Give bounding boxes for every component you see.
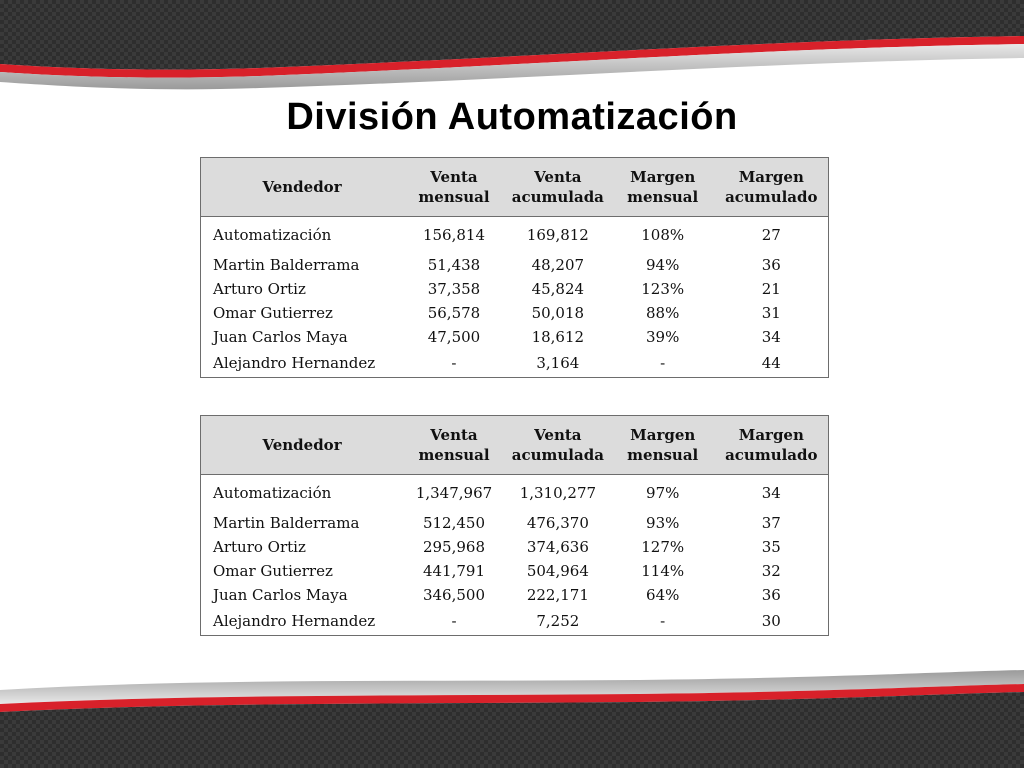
cell-margen-acumulado: 27 — [761, 226, 781, 244]
cell-venta-acumulada: 504,964 — [526, 562, 589, 580]
cell-vendedor: Arturo Ortiz — [213, 538, 306, 556]
cell-venta-acumulada: 7,252 — [536, 612, 580, 630]
header-margen-mensual: Margen mensual — [611, 158, 715, 217]
cell-venta-mensual: 56,578 — [427, 304, 481, 322]
sales-table-accumulated — [200, 415, 829, 636]
cell-venta-mensual: 346,500 — [422, 586, 485, 604]
cell-venta-mensual: - — [451, 354, 457, 372]
table-row — [201, 475, 829, 512]
table-row — [201, 583, 829, 607]
table-row — [201, 325, 829, 349]
table-row — [201, 301, 829, 325]
cell-vendedor: Automatización — [213, 484, 332, 502]
cell-margen-mensual: - — [660, 612, 666, 630]
cell-vendedor: Alejandro Hernandez — [213, 354, 376, 372]
header-vendedor: Vendedor — [201, 416, 404, 475]
cell-margen-acumulado: 44 — [761, 354, 781, 372]
cell-venta-acumulada: 1,310,277 — [519, 484, 597, 502]
cell-margen-mensual: 108% — [641, 226, 685, 244]
cell-venta-mensual: 51,438 — [427, 256, 481, 274]
header-venta-mensual: Venta mensual — [403, 158, 505, 217]
table-row — [201, 511, 829, 535]
page-title: División Automatización — [286, 96, 738, 138]
cell-margen-acumulado: 35 — [761, 538, 781, 556]
cell-margen-mensual: 93% — [646, 514, 680, 532]
cell-venta-acumulada: 476,370 — [526, 514, 589, 532]
cell-venta-mensual: - — [451, 612, 457, 630]
cell-vendedor: Juan Carlos Maya — [213, 328, 348, 346]
cell-venta-mensual: 156,814 — [422, 226, 485, 244]
cell-vendedor: Arturo Ortiz — [213, 280, 306, 298]
cell-venta-mensual: 1,347,967 — [415, 484, 493, 502]
cell-venta-mensual: 441,791 — [422, 562, 485, 580]
cell-margen-acumulado: 21 — [761, 280, 781, 298]
cell-margen-acumulado: 32 — [761, 562, 781, 580]
table-header-row — [201, 158, 829, 217]
cell-margen-acumulado: 36 — [761, 586, 781, 604]
cell-vendedor: Omar Gutierrez — [213, 304, 333, 322]
cell-venta-acumulada: 45,824 — [531, 280, 585, 298]
header-venta-acumulada: Venta acumulada — [505, 158, 611, 217]
cell-margen-mensual: 97% — [646, 484, 680, 502]
cell-margen-mensual: 94% — [646, 256, 680, 274]
header-margen-mensual: Margen mensual — [611, 416, 715, 475]
bottom-decorative-banner — [0, 668, 1024, 768]
cell-margen-acumulado: 34 — [761, 484, 781, 502]
table-row — [201, 607, 829, 636]
header-venta-acumulada: Venta acumulada — [505, 416, 611, 475]
cell-venta-mensual: 37,358 — [427, 280, 481, 298]
top-decorative-banner — [0, 0, 1024, 100]
sales-table-monthly — [200, 157, 829, 378]
cell-venta-acumulada: 374,636 — [526, 538, 589, 556]
cell-margen-mensual: - — [660, 354, 666, 372]
cell-vendedor: Martin Balderrama — [213, 256, 360, 274]
cell-venta-acumulada: 48,207 — [531, 256, 585, 274]
cell-venta-mensual: 47,500 — [427, 328, 481, 346]
cell-venta-acumulada: 50,018 — [531, 304, 585, 322]
cell-margen-mensual: 39% — [646, 328, 680, 346]
header-margen-acumulado: Margen acumulado — [715, 158, 829, 217]
table-row — [201, 217, 829, 254]
cell-margen-mensual: 114% — [641, 562, 685, 580]
cell-venta-acumulada: 3,164 — [536, 354, 580, 372]
table-header-row — [201, 416, 829, 475]
table-row — [201, 559, 829, 583]
cell-vendedor: Juan Carlos Maya — [213, 586, 348, 604]
header-venta-mensual: Venta mensual — [403, 416, 505, 475]
header-margen-acumulado: Margen acumulado — [715, 416, 829, 475]
cell-vendedor: Alejandro Hernandez — [213, 612, 376, 630]
cell-vendedor: Omar Gutierrez — [213, 562, 333, 580]
cell-margen-acumulado: 30 — [761, 612, 781, 630]
cell-margen-mensual: 123% — [641, 280, 685, 298]
cell-margen-acumulado: 36 — [761, 256, 781, 274]
cell-margen-mensual: 64% — [646, 586, 680, 604]
cell-venta-mensual: 295,968 — [422, 538, 485, 556]
cell-margen-acumulado: 34 — [761, 328, 781, 346]
table-row — [201, 349, 829, 378]
cell-vendedor: Martin Balderrama — [213, 514, 360, 532]
table-row — [201, 277, 829, 301]
cell-margen-acumulado: 31 — [761, 304, 781, 322]
cell-margen-acumulado: 37 — [761, 514, 781, 532]
header-vendedor: Vendedor — [201, 158, 404, 217]
table-row — [201, 253, 829, 277]
cell-venta-acumulada: 18,612 — [531, 328, 585, 346]
table-row — [201, 535, 829, 559]
cell-venta-acumulada: 169,812 — [526, 226, 589, 244]
cell-vendedor: Automatización — [213, 226, 332, 244]
cell-margen-mensual: 127% — [641, 538, 685, 556]
cell-venta-acumulada: 222,171 — [526, 586, 589, 604]
cell-margen-mensual: 88% — [646, 304, 680, 322]
cell-venta-mensual: 512,450 — [422, 514, 485, 532]
